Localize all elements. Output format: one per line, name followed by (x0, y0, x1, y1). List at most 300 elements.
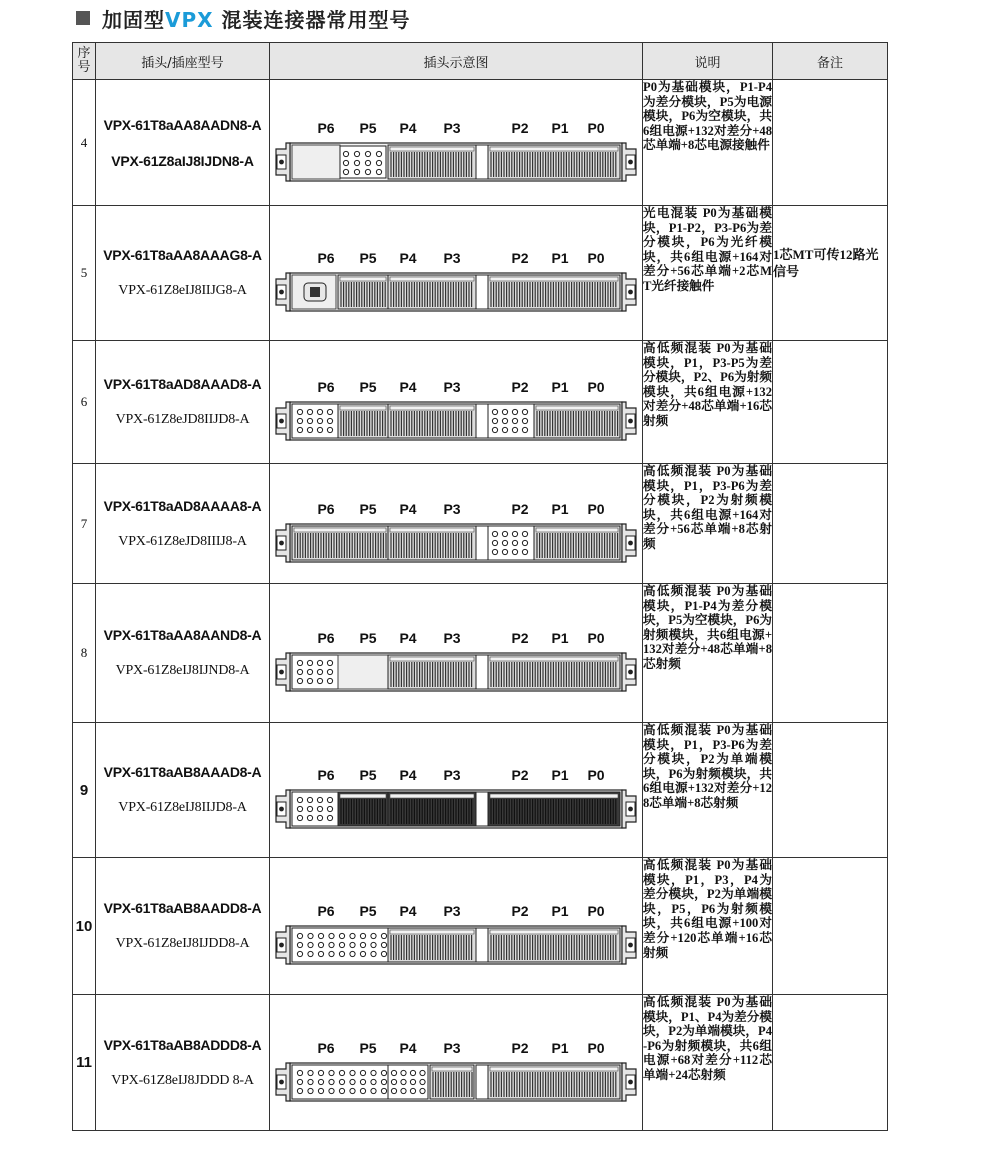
description-cell: 光电混装 P0为基础模块，P1-P2，P3-P6为差分模块，P6为光纤模块，共6组电源+164对差分+56芯单端+2芯MT光纤接触件 (643, 206, 773, 341)
rf-contact (420, 1088, 425, 1093)
diagram-cell (270, 584, 643, 723)
rf-contact (492, 418, 497, 423)
pin-rail (340, 277, 386, 281)
rf-contact (410, 1079, 415, 1084)
pin-rail (390, 147, 474, 151)
rf-contact (297, 660, 302, 665)
rf-contact (381, 1088, 386, 1093)
rf-contact (307, 418, 312, 423)
rf-contact (297, 678, 302, 683)
diagram-cell (270, 464, 643, 584)
rf-contact (381, 933, 386, 938)
socket-model: VPX-61Z8eIJ8IIJG8-A (118, 283, 247, 298)
port-label: P4 (399, 903, 417, 919)
rf-contact (360, 1088, 365, 1093)
mount-hole (628, 540, 633, 545)
socket-model: VPX-61Z8aIJ8IJDN8-A (111, 152, 254, 169)
note-cell (773, 584, 888, 723)
connector-diagram (270, 223, 642, 323)
pin-rail (390, 406, 474, 410)
rf-contact (381, 951, 386, 956)
rf-contact (307, 678, 312, 683)
row-number: 8 (73, 584, 96, 723)
keying-block (476, 792, 488, 826)
rf-contact (360, 1070, 365, 1075)
rf-contact (350, 1079, 355, 1084)
port-label: P6 (317, 767, 335, 783)
rf-contact (329, 933, 334, 938)
rf-contact (492, 531, 497, 536)
table-header-row (73, 43, 888, 80)
rf-contact (307, 669, 312, 674)
header-note: 备注 (773, 43, 888, 80)
pin-rail (490, 277, 618, 281)
table-row (73, 858, 888, 995)
rf-contact (502, 409, 507, 414)
mount-hole (279, 540, 284, 545)
rf-contact (376, 160, 381, 165)
rf-contact (410, 1088, 415, 1093)
rf-contact (512, 531, 517, 536)
rf-contact (371, 1079, 376, 1084)
rf-contact (343, 169, 348, 174)
rf-contact (307, 815, 312, 820)
rf-contact (339, 951, 344, 956)
plug-model: VPX-61T8aAA8AAAG8-A (103, 247, 262, 263)
pin-rail (390, 528, 474, 532)
rf-contact (297, 942, 302, 947)
rf-contact (360, 942, 365, 947)
rf-contact (354, 169, 359, 174)
rf-contact (354, 151, 359, 156)
rf-contact (350, 1088, 355, 1093)
header-no-text: 序 号 (77, 46, 91, 75)
port-label: P2 (511, 767, 529, 783)
rf-contact (371, 1088, 376, 1093)
rf-contact (307, 427, 312, 432)
note-cell (773, 464, 888, 584)
rf-contact (308, 951, 313, 956)
socket-model: VPX-61Z8eIJ8IJND8-A (115, 663, 250, 678)
port-label: P1 (551, 500, 569, 517)
plug-model: VPX-61T8aAB8AAAD8-A (103, 764, 262, 780)
port-label: P2 (511, 250, 529, 266)
connector-model-table (72, 42, 888, 1131)
port-label: P5 (359, 630, 377, 646)
row-number: 6 (73, 341, 96, 464)
rf-contact (350, 942, 355, 947)
rf-contact (410, 1070, 415, 1075)
description-cell: P0为基础模块，P1-P4为差分模块，P5为电源模块，P6为空模块，共6组电源+132对差分+48芯单端+8芯电源接触件 (643, 80, 773, 206)
rf-contact (522, 418, 527, 423)
rf-contact (522, 549, 527, 554)
port-label: P4 (399, 1039, 417, 1056)
keying-block (476, 145, 488, 179)
rf-contact (317, 669, 322, 674)
mount-hole (279, 1079, 284, 1084)
rf-contact (318, 942, 323, 947)
rf-contact (339, 933, 344, 938)
description-cell: 高低频混装 P0为基础模块，P1，P3-P5为差分模块，P2、P6为射频模块，共6组电源+132对差分+48芯单端+16芯射频 (643, 341, 773, 464)
rf-contact (307, 797, 312, 802)
connector-diagram (270, 1013, 642, 1113)
rf-contact (391, 1070, 396, 1075)
connector-body (276, 524, 636, 562)
row-number: 4 (73, 80, 96, 206)
port-label: P1 (551, 379, 569, 395)
rf-contact (318, 933, 323, 938)
note-cell (773, 995, 888, 1131)
connector-body (276, 273, 636, 311)
rf-contact (502, 418, 507, 423)
mount-hole (628, 419, 633, 424)
plug-model: VPX-61T8aAA8AADN8-A (103, 116, 262, 133)
rf-contact (297, 1088, 302, 1093)
rf-contact (512, 427, 517, 432)
page-title-text (102, 4, 411, 33)
keying-block (476, 275, 488, 309)
model-cell (96, 341, 270, 464)
rf-contact (381, 1079, 386, 1084)
table-row (73, 206, 888, 341)
diagram-cell (270, 723, 643, 858)
rf-contact (307, 409, 312, 414)
port-label: P6 (317, 119, 335, 136)
rf-contact (371, 1070, 376, 1075)
rf-contact (512, 418, 517, 423)
diagram-cell (270, 206, 643, 341)
table-row (73, 80, 888, 206)
port-label: P2 (511, 379, 529, 395)
port-label: P5 (359, 767, 377, 783)
port-label: P5 (359, 500, 377, 517)
port-label: P2 (511, 500, 529, 517)
rf-contact (343, 160, 348, 165)
mount-hole (279, 670, 284, 675)
rf-contact (327, 806, 332, 811)
pin-rail (390, 657, 474, 661)
plug-model: VPX-61T8aAB8AADD8-A (103, 900, 262, 916)
model-cell (96, 80, 270, 206)
mount-hole (279, 290, 284, 295)
connector-diagram (270, 740, 642, 840)
port-label: P5 (359, 119, 377, 136)
note-cell (773, 341, 888, 464)
rf-contact (329, 951, 334, 956)
mount-hole (628, 943, 633, 948)
plug-model: VPX-61T8aAA8AAND8-A (103, 627, 262, 643)
port-label: P6 (317, 379, 335, 395)
pin-rail (432, 1067, 472, 1071)
port-label: P1 (551, 119, 569, 136)
rf-contact (297, 1079, 302, 1084)
rf-contact (376, 151, 381, 156)
rf-contact (371, 951, 376, 956)
connector-diagram (270, 876, 642, 976)
rf-contact (420, 1070, 425, 1075)
empty-module (338, 655, 388, 689)
connector-diagram (270, 474, 642, 574)
rf-contact (339, 1070, 344, 1075)
rf-contact (365, 160, 370, 165)
mt-core (310, 287, 320, 297)
description-cell: 高低频混装 P0为基础模块，P1、P4为差分模块，P2为单端模块，P4-P6为射频模块，共6组电源+68对差分+112芯单端+24芯射频 (643, 995, 773, 1131)
rf-contact (297, 806, 302, 811)
rf-contact (522, 540, 527, 545)
pin-rail (536, 406, 618, 410)
rf-contact (327, 678, 332, 683)
rf-contact (308, 1070, 313, 1075)
pin-rail (536, 528, 618, 532)
port-label: P5 (359, 903, 377, 919)
rf-contact (350, 933, 355, 938)
rf-contact (401, 1088, 406, 1093)
port-label: P0 (587, 1039, 605, 1056)
row-number: 7 (73, 464, 96, 584)
rf-contact (297, 951, 302, 956)
port-label: P5 (359, 379, 377, 395)
rf-contact (297, 933, 302, 938)
keying-block (476, 655, 488, 689)
rf-contact (297, 409, 302, 414)
row-number: 9 (73, 723, 96, 858)
rf-contact (308, 933, 313, 938)
pin-rail (294, 528, 386, 532)
pin-rail (390, 930, 474, 934)
rf-contact (318, 951, 323, 956)
rf-contact (327, 797, 332, 802)
rf-contact (502, 427, 507, 432)
mount-hole (628, 807, 633, 812)
port-label: P0 (587, 250, 605, 266)
rf-contact (308, 942, 313, 947)
rf-contact (492, 549, 497, 554)
diagram-cell (270, 341, 643, 464)
description-cell: 高低频混装 P0为基础模块，P1-P4为差分模块，P5为空模块，P6为射频模块，共6组电源+132对差分+48芯单端+8芯射频 (643, 584, 773, 723)
rf-contact (317, 806, 322, 811)
connector-diagram (270, 93, 642, 193)
header-desc: 说明 (643, 43, 773, 80)
rf-contact (318, 1070, 323, 1075)
model-cell (96, 206, 270, 341)
rf-contact (492, 427, 497, 432)
pin-rail (490, 930, 618, 934)
note-text: 1芯MT可传12路光信号 (773, 247, 879, 279)
mount-hole (279, 807, 284, 812)
page-title (76, 4, 411, 32)
port-label: P1 (551, 1039, 569, 1056)
pin-rail (490, 1067, 618, 1071)
port-label: P0 (587, 630, 605, 646)
rf-contact (522, 531, 527, 536)
square-bullet-icon (76, 11, 90, 25)
rf-contact (381, 1070, 386, 1075)
connector-body (276, 402, 636, 440)
rf-contact (391, 1088, 396, 1093)
rf-contact (318, 1079, 323, 1084)
rf-contact (343, 151, 348, 156)
connector-diagram (270, 603, 642, 703)
rf-contact (365, 151, 370, 156)
row-number: 5 (73, 206, 96, 341)
rf-contact (522, 409, 527, 414)
mount-hole (628, 159, 633, 164)
keying-block (476, 1065, 488, 1099)
keying-block (476, 404, 488, 438)
header-no (73, 43, 96, 80)
rf-contact (350, 1070, 355, 1075)
rf-contact (297, 669, 302, 674)
diagram-cell (270, 858, 643, 995)
port-label: P0 (587, 379, 605, 395)
pin-rail (340, 406, 386, 410)
rf-contact (512, 540, 517, 545)
port-label: P6 (317, 500, 335, 517)
table-body (73, 80, 888, 1131)
port-label: P6 (317, 1039, 335, 1056)
connector-body (276, 926, 636, 964)
connector-body (276, 790, 636, 828)
port-label: P4 (399, 379, 417, 395)
port-label: P0 (587, 119, 605, 136)
connector-body (276, 1063, 636, 1101)
diagram-cell (270, 995, 643, 1131)
rf-contact (502, 540, 507, 545)
rf-contact (317, 815, 322, 820)
rf-contact (327, 815, 332, 820)
rf-contact (339, 1079, 344, 1084)
model-cell (96, 723, 270, 858)
rf-contact (297, 1070, 302, 1075)
connector-diagram (270, 352, 642, 452)
rf-contact (317, 678, 322, 683)
rf-contact (317, 427, 322, 432)
port-label: P2 (511, 119, 529, 136)
keying-block (476, 526, 488, 560)
pin-rail (390, 794, 474, 798)
port-label: P3 (443, 379, 461, 395)
mount-hole (628, 1079, 633, 1084)
model-cell (96, 995, 270, 1131)
port-label: P1 (551, 630, 569, 646)
rf-contact (317, 409, 322, 414)
socket-model: VPX-61Z8eIJ8JDDD 8-A (111, 1072, 254, 1088)
mount-hole (279, 159, 284, 164)
port-label: P4 (399, 767, 417, 783)
rf-contact (307, 660, 312, 665)
plug-model: VPX-61T8aAD8AAAA8-A (103, 497, 262, 514)
rf-contact (327, 409, 332, 414)
table-row (73, 341, 888, 464)
table-row (73, 584, 888, 723)
port-label: P4 (399, 250, 417, 266)
plug-model: VPX-61T8aAB8ADDD8-A (103, 1036, 262, 1053)
pin-rail (390, 277, 474, 281)
empty-module (292, 145, 340, 179)
rf-contact (502, 531, 507, 536)
rf-contact (297, 797, 302, 802)
rf-contact (365, 169, 370, 174)
rf-contact (420, 1079, 425, 1084)
rf-contact (371, 942, 376, 947)
title-accent: VPX (165, 7, 214, 32)
pin-rail (490, 794, 618, 798)
rf-contact (391, 1079, 396, 1084)
plug-model: VPX-61T8aAD8AAAD8-A (103, 376, 262, 392)
description-cell: 高低频混装 P0为基础模块，P1，P3-P6为差分模块，P2为射频模块，共6组电源+164对差分+56芯单端+8芯射频 (643, 464, 773, 584)
rf-contact (339, 942, 344, 947)
port-label: P5 (359, 250, 377, 266)
rf-contact (522, 427, 527, 432)
mount-hole (628, 290, 633, 295)
table-row (73, 723, 888, 858)
pin-rail (490, 657, 618, 661)
rf-contact (297, 815, 302, 820)
port-label: P3 (443, 500, 461, 517)
rf-contact (381, 942, 386, 947)
pin-rail (490, 147, 618, 151)
rf-contact (492, 540, 497, 545)
rf-contact (512, 409, 517, 414)
rf-contact (308, 1079, 313, 1084)
rf-contact (350, 951, 355, 956)
port-label: P6 (317, 903, 335, 919)
rf-contact (318, 1088, 323, 1093)
description-cell: 高低频混装 P0为基础模块，P1，P3，P4为差分模块，P2为单端模块，P5，P6为射频模块，共6组电源+100对差分+120芯单端+16芯射频 (643, 858, 773, 995)
rf-contact (327, 660, 332, 665)
connector-body (276, 143, 636, 181)
note-cell (773, 723, 888, 858)
mount-hole (279, 943, 284, 948)
rf-contact (329, 942, 334, 947)
title-suffix: 混装连接器常用型号 (213, 7, 411, 32)
port-label: P2 (511, 903, 529, 919)
rf-contact (317, 660, 322, 665)
pin-rail (340, 794, 386, 798)
socket-model: VPX-61Z8eIJ8IJDD8-A (115, 936, 250, 951)
rf-contact (339, 1088, 344, 1093)
model-cell (96, 464, 270, 584)
rf-contact (360, 951, 365, 956)
rf-contact (329, 1079, 334, 1084)
keying-block (476, 928, 488, 962)
port-label: P4 (399, 630, 417, 646)
port-label: P5 (359, 1039, 377, 1056)
table-row (73, 995, 888, 1131)
port-label: P0 (587, 500, 605, 517)
rf-contact (317, 418, 322, 423)
rf-contact (492, 409, 497, 414)
socket-model: VPX-61Z8eIJ8IIJD8-A (118, 800, 247, 815)
rf-contact (502, 549, 507, 554)
port-label: P3 (443, 250, 461, 266)
port-label: P3 (443, 903, 461, 919)
header-model: 插头/插座型号 (96, 43, 270, 80)
port-label: P3 (443, 767, 461, 783)
rf-contact (360, 1079, 365, 1084)
rf-contact (307, 806, 312, 811)
port-label: P2 (511, 1039, 529, 1056)
port-label: P4 (399, 500, 417, 517)
rf-contact (327, 669, 332, 674)
port-label: P6 (317, 630, 335, 646)
rf-contact (297, 418, 302, 423)
rf-contact (371, 933, 376, 938)
diagram-cell (270, 80, 643, 206)
port-label: P6 (317, 250, 335, 266)
socket-model: VPX-61Z8eJD8IIJD8-A (115, 412, 250, 427)
socket-model: VPX-61Z8eJD8IIIJ8-A (118, 533, 247, 549)
